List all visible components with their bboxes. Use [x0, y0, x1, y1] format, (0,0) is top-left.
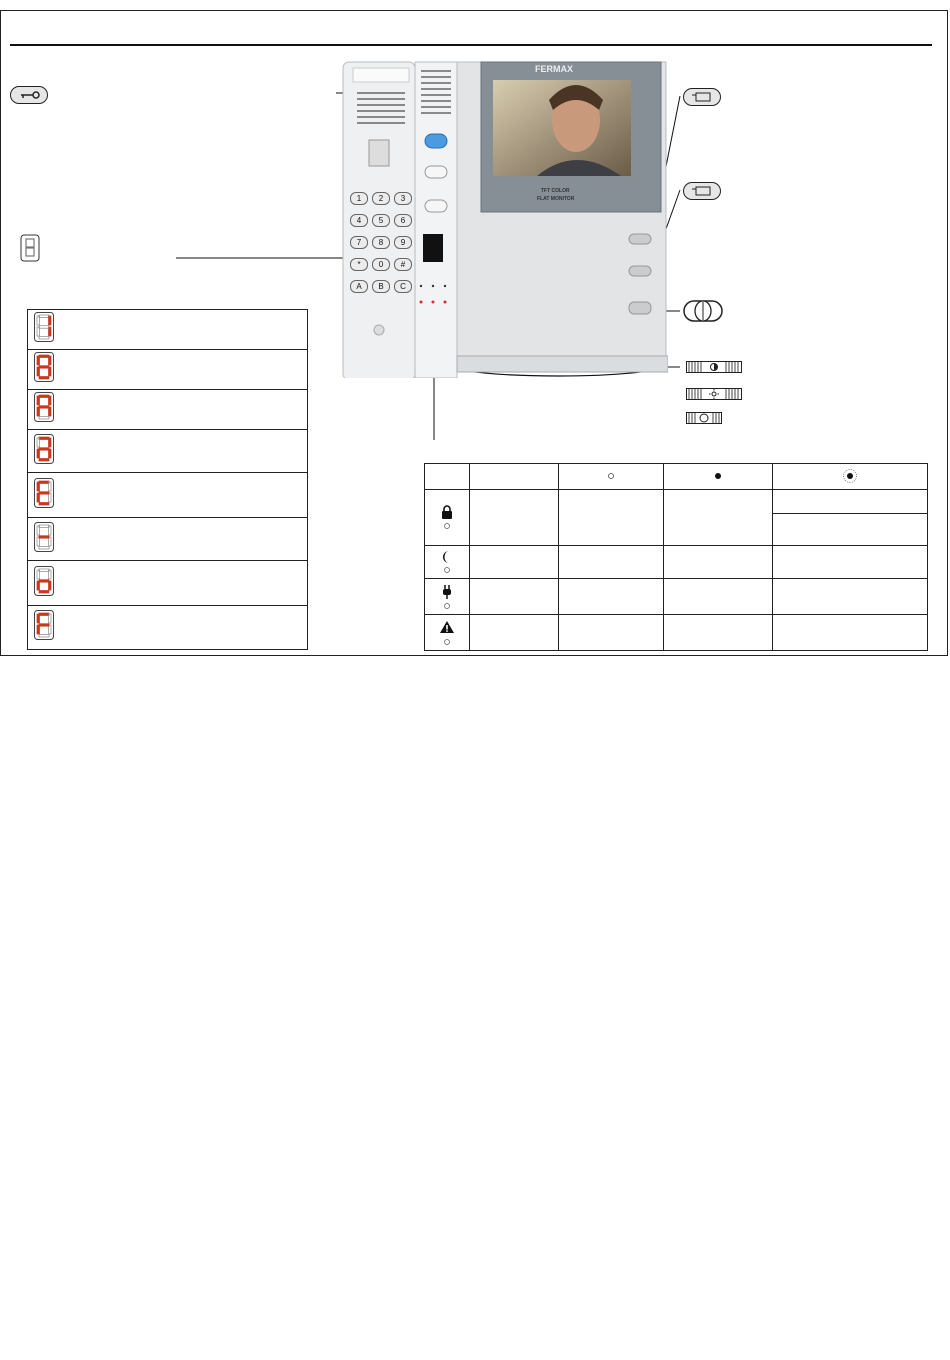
keypad [344, 192, 414, 302]
color-slider-icon [686, 411, 722, 429]
brightness-slider-icon [686, 387, 742, 405]
moon-icon [425, 546, 470, 579]
camera-select-icon-1 [683, 88, 721, 106]
plug-icon [425, 579, 470, 615]
contrast-slider-icon [686, 360, 742, 378]
seven-segment-digit-icon [34, 352, 54, 382]
keypad-key[interactable]: 9 [394, 236, 412, 249]
keypad-key[interactable]: A [350, 280, 368, 293]
keypad-key[interactable]: 2 [372, 192, 390, 205]
seven-segment-digit-icon [34, 392, 54, 422]
blinking-dot-icon [773, 464, 928, 490]
display-state-row [28, 473, 308, 518]
on-dot-icon [664, 464, 773, 490]
display-states-table [27, 309, 308, 650]
display-state-row [28, 518, 308, 561]
monitor-device [341, 60, 668, 378]
display-state-row [28, 310, 308, 350]
screen-caption-2: FLAT MONITOR [537, 196, 575, 202]
warning-icon [425, 615, 470, 651]
display-state-row [28, 606, 308, 650]
volume-dial-icon [683, 300, 723, 327]
keypad-key[interactable]: 5 [372, 214, 390, 227]
keypad-key[interactable]: 0 [372, 258, 390, 271]
keypad-key[interactable]: B [372, 280, 390, 293]
display-state-row [28, 390, 308, 430]
display-state-row [28, 430, 308, 473]
led-status-table [424, 463, 928, 651]
off-dot-icon [559, 464, 664, 490]
keypad-key[interactable]: 4 [350, 214, 368, 227]
seven-segment-digit-icon [34, 312, 54, 342]
seven-segment-digit-icon [34, 478, 54, 508]
keypad-key[interactable]: 6 [394, 214, 412, 227]
brand-label: FERMAX [535, 64, 573, 74]
keypad-key[interactable]: 8 [372, 236, 390, 249]
keypad-key[interactable]: C [394, 280, 412, 293]
keypad-key[interactable]: # [394, 258, 412, 271]
keypad-key[interactable]: 7 [350, 236, 368, 249]
keypad-key[interactable]: * [350, 258, 368, 271]
seven-segment-digit-icon [34, 434, 54, 464]
screen-caption-1: TFT COLOR [541, 188, 570, 194]
display-state-row [28, 350, 308, 390]
seven-segment-digit-icon [34, 566, 54, 596]
display-state-row [28, 561, 308, 606]
seven-segment-digit-icon [34, 522, 54, 552]
seven-segment-digit-icon [34, 610, 54, 640]
lock-icon [425, 490, 470, 546]
keypad-key[interactable]: 3 [394, 192, 412, 205]
seven-segment-display-icon [20, 234, 40, 267]
camera-select-icon-2 [683, 182, 721, 200]
keypad-key[interactable]: 1 [350, 192, 368, 205]
